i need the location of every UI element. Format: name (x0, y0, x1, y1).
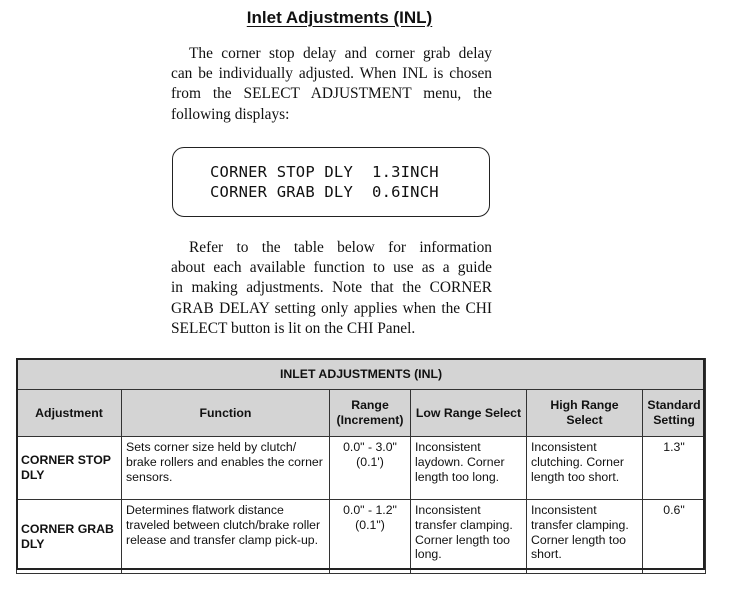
note-line: in making adjustments. Note that the CORNER (171, 279, 492, 297)
note-line: about each available function to use as a guide (171, 259, 492, 277)
adjustment-cell: CORNER GRAB DLY (17, 500, 122, 574)
column-header: Adjustment (17, 390, 122, 437)
intro-line: from the SELECT ADJUSTMENT menu, the (171, 85, 492, 103)
display-panel (172, 147, 490, 217)
low-range-cell: Inconsistent transfer clamping. Corner length too long. (411, 500, 527, 574)
table-row (17, 500, 706, 574)
display-line-corner-grab: CORNER GRAB DLY 0.6INCH (210, 183, 439, 201)
note-line: SELECT button is lit on the CHI Panel. (171, 319, 416, 337)
high-range-cell: Inconsistent transfer clamping. Corner length too short. (527, 500, 643, 574)
standard-setting-cell: 1.3" (643, 437, 706, 500)
range-increment: (0.1") (355, 517, 385, 532)
standard-setting-cell: 0.6" (643, 500, 706, 574)
range-cell (330, 437, 411, 500)
column-header: Low Range Select (411, 390, 527, 437)
function-cell: Sets corner size held by clutch/ brake rollers and enables the corner sensors. (122, 437, 330, 500)
table-row (17, 437, 706, 500)
column-header: Standard Setting (643, 390, 706, 437)
intro-line: The corner stop delay and corner grab delay (189, 45, 492, 62)
adjustment-cell: CORNER STOP DLY (17, 437, 122, 500)
column-header: Range (Increment) (330, 390, 411, 437)
table-caption: INLET ADJUSTMENTS (INL) (17, 359, 706, 390)
note-line: Refer to the table below for information (189, 239, 492, 256)
function-cell: Determines flatwork distance traveled between clutch/brake roller release and transfer clamp pick-up. (122, 500, 330, 574)
range-value: 0.0" - 1.2" (343, 503, 397, 517)
range-value: 0.0" - 3.0" (343, 440, 397, 454)
display-line-corner-stop: CORNER STOP DLY 1.3INCH (210, 163, 439, 181)
note-line: GRAB DELAY setting only applies when the CHI (171, 299, 492, 317)
low-range-cell: Inconsistent laydown. Corner length too long. (411, 437, 527, 500)
note-paragraph (171, 238, 492, 339)
column-header: High Range Select (527, 390, 643, 437)
adjustments-table (16, 358, 706, 574)
column-header: Function (122, 390, 330, 437)
range-cell (330, 500, 411, 574)
intro-paragraph (171, 44, 492, 125)
intro-line: can be individually adjusted. When INL is chosen (171, 65, 492, 83)
range-increment: (0.1') (356, 454, 384, 469)
page-title: Inlet Adjustments (INL) (246, 8, 433, 27)
intro-line: following displays: (171, 105, 290, 123)
high-range-cell: Inconsistent clutching. Corner length too short. (527, 437, 643, 500)
